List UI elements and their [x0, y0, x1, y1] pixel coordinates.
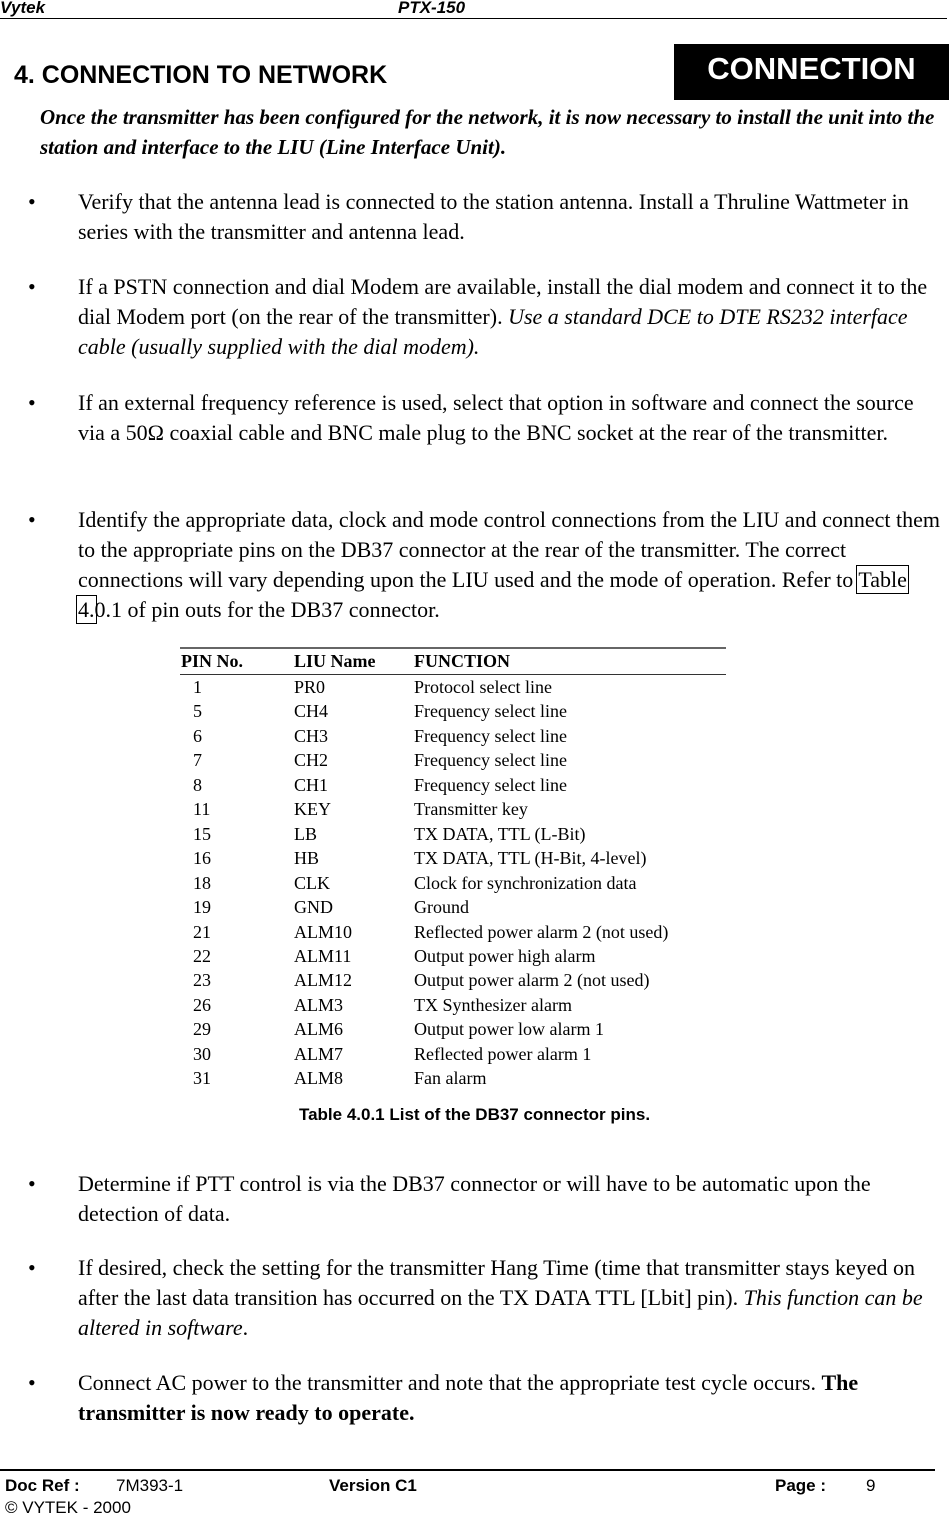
table-row: [180, 775, 726, 799]
liu-name-cell: ALM10: [294, 921, 352, 942]
bullet-text: Verify that the antenna lead is connected to the station antenna. Install a Thruline Wattmeter in series with the transmitter and antenna lead.: [78, 189, 909, 244]
pin-number-cell: 26: [193, 994, 211, 1015]
liu-name-cell: LB: [294, 823, 318, 844]
function-cell: Protocol select line: [414, 677, 552, 697]
header-brand: Vytek: [0, 0, 46, 17]
table-header-function: FUNCTION: [414, 651, 511, 671]
function-cell: TX DATA, TTL (H-Bit, 4-level): [414, 848, 647, 869]
intro-paragraph: Once the transmitter has been configured for the network, it is now necessary to install the unit into the station and interface to the LIU (Line Interface Unit).: [40, 105, 935, 159]
bullet-glyph: •: [28, 1171, 36, 1196]
bullet-glyph: •: [28, 1255, 36, 1280]
pin-number-cell: 15: [193, 823, 211, 844]
liu-name-cell: ALM3: [294, 994, 343, 1015]
bullet-glyph: •: [28, 274, 36, 299]
table-row: [180, 1044, 726, 1068]
function-cell: Frequency select line: [414, 750, 567, 771]
table-row: [180, 1019, 726, 1043]
pin-number-cell: 5: [193, 701, 202, 722]
liu-name-cell: PR0: [294, 677, 326, 697]
liu-name-cell: ALM8: [294, 1068, 343, 1089]
table-row: [180, 922, 726, 946]
bullet-text: If desired, check the setting for the transmitter Hang Time (time that transmitter stays keyed on after the last data transition has occurred on the TX DATA TTL [Lbit] pin). This function can be altered in software.: [78, 1255, 923, 1340]
bullet-text: If an external frequency reference is used, select that option in software and connect the source via a 50Ω coaxial cable and BNC male plug to the BNC socket at the rear of the transmitter.: [78, 390, 914, 445]
header-model: PTX-150: [398, 0, 466, 17]
pin-number-cell: 8: [193, 774, 202, 795]
table-row: [180, 677, 726, 701]
bullet-text: Identify the appropriate data, clock and mode control connections from the LIU and connect them to the appropriate pins on the DB37 connector at the rear of the transmitter. The correct connections will vary depending upon the LIU used and the mode of operation. Refer to Table 4.0.1 of pin outs for the DB37 connector.: [78, 507, 940, 622]
function-cell: Clock for synchronization data: [414, 872, 637, 893]
liu-name-cell: CH2: [294, 750, 329, 771]
section-title: 4. CONNECTION TO NETWORK: [14, 61, 388, 89]
liu-name-cell: KEY: [294, 799, 331, 820]
ready-statement: The transmitter is now ready to operate.: [78, 1370, 859, 1425]
table-row: [180, 824, 726, 848]
table-row: [180, 1068, 726, 1092]
pin-number-cell: 7: [193, 750, 202, 771]
liu-name-cell: ALM7: [294, 1043, 343, 1064]
function-cell: TX DATA, TTL (L-Bit): [414, 823, 586, 844]
table-row: [180, 995, 726, 1019]
table-row: [180, 970, 726, 994]
pin-number-cell: 23: [193, 970, 211, 991]
table-reference-link[interactable]: Table 4.: [78, 567, 907, 622]
footer-page-label: Page :: [775, 1476, 827, 1495]
function-cell: Ground: [414, 897, 469, 918]
function-cell: TX Synthesizer alarm: [414, 994, 572, 1015]
footer-version: Version C1: [329, 1476, 417, 1495]
table-row: [180, 848, 726, 872]
pin-number-cell: 30: [193, 1043, 211, 1064]
liu-name-cell: ALM12: [294, 970, 352, 991]
footer-doc-ref: 7M393-1: [116, 1476, 184, 1495]
bullet-italic-note: This function can be altered in software: [78, 1285, 923, 1340]
pin-number-cell: 22: [193, 945, 211, 966]
liu-name-cell: ALM6: [294, 1019, 343, 1040]
bullet-glyph: •: [28, 189, 36, 214]
bullet-text: Connect AC power to the transmitter and note that the appropriate test cycle occurs. The transmitter is now ready to operate.: [78, 1370, 859, 1425]
header-rule: [0, 18, 947, 19]
liu-name-cell: ALM11: [294, 945, 352, 966]
table-row: [180, 799, 726, 823]
section-badge: CONNECTION: [674, 44, 949, 100]
footer-doc-ref-label: Doc Ref :: [5, 1476, 80, 1495]
pin-number-cell: 6: [193, 725, 202, 746]
function-cell: Output power low alarm 1: [414, 1019, 604, 1040]
pin-number-cell: 18: [193, 872, 211, 893]
bullet-text: Determine if PTT control is via the DB37 connector or will have to be automatic upon the detection of data.: [78, 1171, 871, 1226]
liu-name-cell: CH1: [294, 774, 329, 795]
liu-name-cell: CLK: [294, 872, 330, 893]
function-cell: Reflected power alarm 2 (not used): [414, 921, 669, 942]
pin-number-cell: 1: [193, 677, 202, 697]
pin-number-cell: 21: [193, 921, 211, 942]
liu-name-cell: CH3: [294, 725, 329, 746]
bullet-glyph: •: [28, 1370, 36, 1395]
footer-copyright: © VYTEK - 2000: [5, 1498, 131, 1517]
pin-number-cell: 11: [193, 799, 211, 820]
function-cell: Transmitter key: [414, 799, 528, 820]
table-row: [180, 701, 726, 725]
pin-number-cell: 16: [193, 848, 211, 869]
page-header: [0, 0, 949, 20]
footer-page-number: 9: [866, 1476, 876, 1495]
function-cell: Frequency select line: [414, 774, 567, 795]
table-row: [180, 946, 726, 970]
pin-number-cell: 19: [193, 897, 211, 918]
pin-number-cell: 29: [193, 1019, 211, 1040]
function-cell: Fan alarm: [414, 1068, 487, 1089]
table-row: [180, 750, 726, 774]
function-cell: Frequency select line: [414, 701, 567, 722]
function-cell: Reflected power alarm 1: [414, 1043, 592, 1064]
table-header-rule: [180, 674, 726, 675]
function-cell: Frequency select line: [414, 725, 567, 746]
table-row: [180, 726, 726, 750]
footer-rule: [0, 1469, 935, 1471]
bullet-glyph: •: [28, 507, 36, 532]
table-caption: Table 4.0.1 List of the DB37 connector pins.: [298, 1105, 651, 1124]
liu-name-cell: HB: [294, 848, 320, 869]
table-row: [180, 873, 726, 897]
bullet-text: If a PSTN connection and dial Modem are available, install the dial modem and connect it to the dial Modem port (on the rear of the transmitter). Use a standard DCE to DTE RS232 interface cable (usually supplied with the dial modem).: [78, 274, 928, 359]
bullet-glyph: •: [28, 390, 36, 415]
liu-name-cell: GND: [294, 897, 333, 918]
table-header-liu-name: LIU Name: [294, 651, 376, 671]
pin-number-cell: 31: [193, 1068, 211, 1089]
bullet-italic-note: Use a standard DCE to DTE RS232 interface cable (usually supplied with the dial modem).: [78, 304, 908, 359]
table-header-pin: PIN No.: [181, 651, 243, 671]
table-top-rule: [180, 647, 726, 649]
liu-name-cell: CH4: [294, 701, 329, 722]
function-cell: Output power high alarm: [414, 945, 596, 966]
table-row: [180, 897, 726, 921]
function-cell: Output power alarm 2 (not used): [414, 970, 650, 991]
